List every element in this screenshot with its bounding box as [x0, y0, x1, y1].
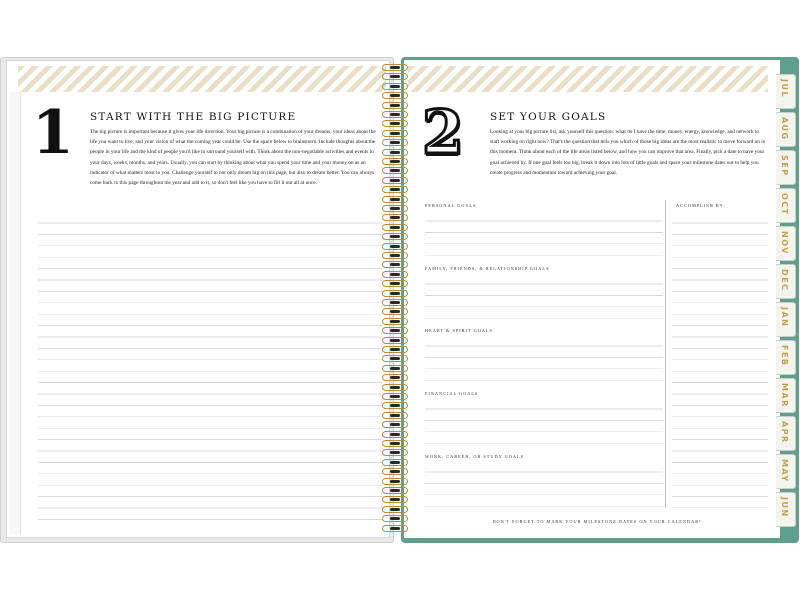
- personal-goals-lines[interactable]: [425, 210, 663, 263]
- financial-goals-lines[interactable]: [425, 398, 663, 451]
- spiral-ring: [382, 252, 408, 260]
- step-number-2: 2: [422, 98, 464, 168]
- spiral-ring: [382, 261, 408, 269]
- spiral-ring: [382, 496, 408, 504]
- spiral-ring: [382, 487, 408, 495]
- spiral-ring: [382, 308, 408, 316]
- spiral-ring: [382, 412, 408, 420]
- left-header-stripe: [18, 66, 386, 92]
- accomplish-by-lines[interactable]: [672, 212, 768, 508]
- spiral-ring: [382, 449, 408, 457]
- spiral-ring: [382, 346, 408, 354]
- spiral-ring: [382, 393, 408, 401]
- tab-label: JAN: [780, 307, 789, 328]
- tab-mar[interactable]: [776, 378, 796, 413]
- tab-label: AUG: [780, 117, 789, 141]
- spiral-ring: [382, 525, 408, 533]
- tab-aug[interactable]: [776, 112, 796, 147]
- spiral-ring: [382, 111, 408, 119]
- spiral-ring: [382, 83, 408, 91]
- tab-nov[interactable]: [776, 226, 796, 261]
- spiral-ring: [382, 243, 408, 251]
- accomplish-by-label: ACCOMPLISH BY:: [676, 203, 726, 208]
- spiral-ring: [382, 177, 408, 185]
- spiral-ring: [382, 374, 408, 382]
- spiral-ring: [382, 196, 408, 204]
- milestone-footer-note: DON'T FORGET TO MARK YOUR MILESTONE DATES ON YOUR CALENDAR!: [492, 519, 702, 524]
- accomplish-divider: [665, 200, 666, 508]
- family-goals-lines[interactable]: [425, 273, 663, 326]
- spiral-ring: [382, 384, 408, 392]
- tab-jun[interactable]: [776, 492, 796, 527]
- tab-apr[interactable]: [776, 416, 796, 451]
- tab-label: MAR: [780, 383, 789, 408]
- spiral-ring: [382, 233, 408, 241]
- spiral-ring: [382, 149, 408, 157]
- personal-goals-label: PERSONAL GOALS: [425, 203, 477, 208]
- big-picture-paragraph: The big picture is important because it gives your life direction. Your big picture is a combination of your dreams, your ideas about the life you want to live, and your vision of what the coming year could be. Use the space below to brainstorm. Include thoughts about the people in your life and the kind of people you'd like to surround yourself with. Think about the non-negotiable activities and events in your days, weeks, months, and years. Usually, you can start by thinking about what you spend your time and your money on as an indicator of what matters most to you. Challenge yourself to not only dream big on this page, but also to dream better. You can always come back to this page throughout the year and add to it, so don't feel like you have to fill it out all at once.: [90, 129, 376, 187]
- spiral-ring: [382, 186, 408, 194]
- spiral-ring: [382, 102, 408, 110]
- set-goals-paragraph: Looking at your big picture list, ask yourself this question: what do I have the time, money, energy, knowledge, and network to start working on right now? That's the question that tells you which of those big ideas are the most realistic to move forward on in this moment. Think about each of the life areas listed below, and how you can improve that area. Finally, pick a date to have your goal achieved by. If one goal feels too big, break it down into lots of little goals and space your milestone dates out to help you create progress and momentum toward achieving your goal.: [490, 129, 766, 176]
- tab-label: JUL: [780, 79, 789, 99]
- spiral-ring: [382, 421, 408, 429]
- spiral-ring: [382, 440, 408, 448]
- heart-spirit-goals-lines[interactable]: [425, 335, 663, 388]
- spiral-ring: [382, 327, 408, 335]
- tab-label: DEC: [780, 269, 789, 292]
- tab-label: SEP: [780, 155, 789, 177]
- left-page-edge: [10, 92, 21, 534]
- spiral-ring: [382, 431, 408, 439]
- spiral-ring: [382, 337, 408, 345]
- spiral-ring: [382, 130, 408, 138]
- spiral-ring: [382, 468, 408, 476]
- tab-label: APR: [780, 421, 789, 444]
- spiral-ring: [382, 205, 408, 213]
- spiral-ring: [382, 299, 408, 307]
- spiral-ring: [382, 318, 408, 326]
- work-career-goals-lines[interactable]: [425, 461, 663, 509]
- spiral-ring: [382, 139, 408, 147]
- spiral-ring: [382, 73, 408, 81]
- tab-dec[interactable]: [776, 264, 796, 299]
- heart-spirit-goals-label: HEART & SPIRIT GOALS: [425, 328, 493, 333]
- step-number-1: 1: [32, 98, 74, 168]
- spiral-ring: [382, 355, 408, 363]
- tab-label: MAY: [780, 459, 789, 483]
- spiral-ring: [382, 120, 408, 128]
- set-goals-title: SET YOUR GOALS: [490, 111, 607, 123]
- tab-label: NOV: [780, 231, 789, 255]
- spiral-ring: [382, 271, 408, 279]
- spiral-ring: [382, 506, 408, 514]
- spiral-ring: [382, 365, 408, 373]
- work-career-goals-label: WORK, CAREER, OR STUDY GOALS: [425, 454, 524, 459]
- right-header-stripe: [408, 66, 768, 92]
- spiral-ring: [382, 64, 408, 72]
- spiral-ring: [382, 167, 408, 175]
- family-goals-label: FAMILY, FRIENDS, & RELATIONSHIP GOALS: [425, 266, 550, 271]
- tab-sep[interactable]: [776, 150, 796, 185]
- spiral-ring: [382, 459, 408, 467]
- spiral-ring: [382, 402, 408, 410]
- tab-jul[interactable]: [776, 74, 796, 109]
- spiral-ring: [382, 214, 408, 222]
- tab-label: FEB: [780, 345, 789, 367]
- spiral-ring: [382, 478, 408, 486]
- spiral-ring: [382, 515, 408, 523]
- spiral-ring: [382, 290, 408, 298]
- tab-label: JUN: [780, 497, 789, 518]
- spiral-ring: [382, 224, 408, 232]
- spiral-ring: [382, 280, 408, 288]
- tab-label: OCT: [780, 193, 789, 216]
- big-picture-title: START WITH THE BIG PICTURE: [90, 111, 297, 123]
- tab-jan[interactable]: [776, 302, 796, 337]
- spiral-ring: [382, 158, 408, 166]
- spiral-ring: [382, 92, 408, 100]
- left-writing-lines[interactable]: [38, 212, 382, 530]
- tab-feb[interactable]: [776, 340, 796, 375]
- financial-goals-label: FINANCIAL GOALS: [425, 391, 479, 396]
- tab-may[interactable]: [776, 454, 796, 489]
- tab-oct[interactable]: [776, 188, 796, 223]
